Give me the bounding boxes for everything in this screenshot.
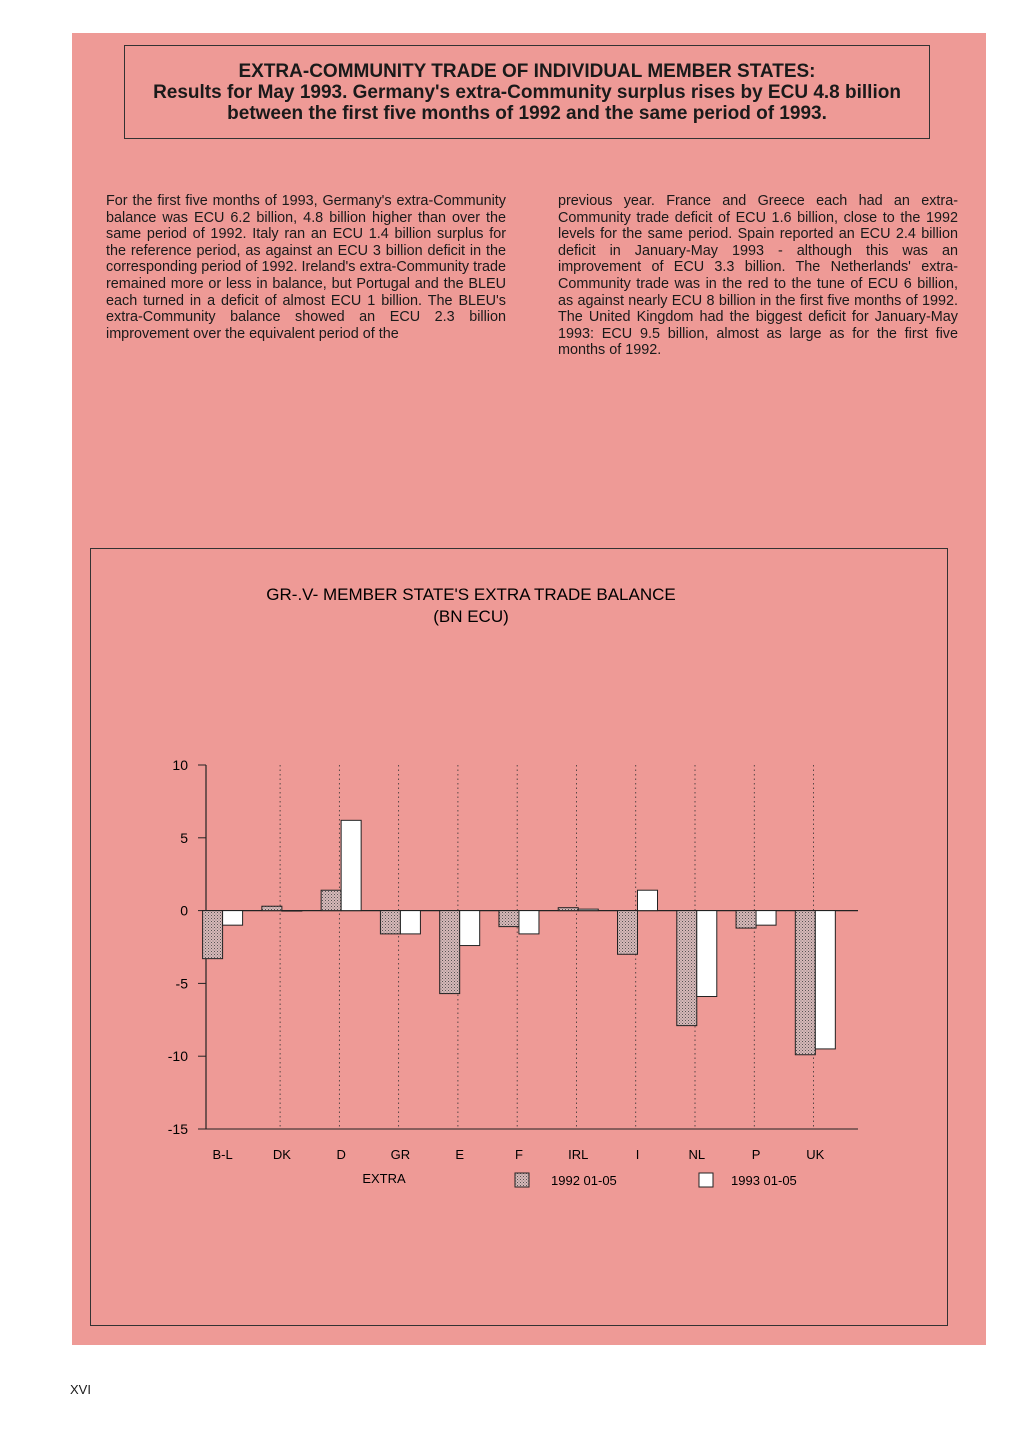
legend-swatch-1993 (699, 1173, 713, 1187)
bar-dk-1993 (282, 911, 302, 912)
bar-nl-1993 (697, 911, 717, 997)
bar-gr-1992 (380, 911, 400, 934)
x-tick-label: UK (806, 1147, 825, 1162)
bar-e-1992 (440, 911, 460, 994)
body-text-right: previous year. France and Greece each had an extra-Community trade deficit of ECU 1.6 billion, close to the 1992 levels for the same period. Spain reported an ECU 2.4 billion deficit in January-May 1993 - although this was an improvement of ECU 3.3 billion. The Netherlands' extra-Community trade was in the red to the tune of ECU 6 billion, as against nearly ECU 8 billion in the first five months of 1992. The United Kingdom had the biggest deficit for January-May 1993: ECU 9.5 billion, almost as large as for the first five months of 1992. (558, 193, 958, 359)
x-tick-label: P (751, 1147, 761, 1162)
page-subtitle-cont: between the first five months of 1992 and the same period of 1993. (227, 102, 827, 124)
bar-b-l-1992 (203, 911, 223, 959)
chart-subtitle: (BN ECU) (433, 607, 509, 626)
bar-p-1992 (736, 911, 756, 928)
y-tick-label: 0 (180, 902, 188, 919)
x-tick-label: F (514, 1147, 523, 1162)
y-tick-label: 5 (180, 829, 188, 846)
page-subtitle: Results for May 1993. Germany's extra-Community surplus rises by ECU 4.8 billion (153, 81, 901, 103)
chart-frame (90, 548, 948, 1326)
chart-title: GR-.V- MEMBER STATE'S EXTRA TRADE BALANCE (266, 585, 676, 604)
x-tick-label: E (455, 1147, 465, 1162)
bar-b-l-1993 (223, 911, 243, 926)
bar-i-1993 (638, 890, 658, 910)
y-tick-label: -10 (167, 1048, 188, 1065)
x-tick-label: B-L (212, 1147, 233, 1162)
legend-label-1992: 1992 01-05 (551, 1173, 617, 1188)
x-tick-label: IRL (568, 1147, 589, 1162)
x-tick-label: I (635, 1147, 640, 1162)
bar-f-1993 (519, 911, 539, 934)
body-text-left: For the first five months of 1993, Germany's extra-Community balance was ECU 6.2 billion, 4.8 billion higher than over the same period of 1992. Italy ran an ECU 1.4 billion surplus for the reference period, as against an ECU 3 billion deficit in the corresponding period of 1992. Ireland's extra-Community trade remained more or less in balance, but Portugal and the BLEU each turned in a deficit of almost ECU 1 billion. The BLEU's extra-Community balance showed an ECU 2.3 billion improvement over the equivalent period of the (106, 193, 506, 342)
bar-f-1992 (499, 911, 519, 927)
bar-nl-1992 (677, 911, 697, 1026)
bar-i-1992 (618, 911, 638, 955)
legend-label-1993: 1993 01-05 (731, 1173, 797, 1188)
bar-irl-1992 (558, 908, 578, 911)
x-tick-label: GR (390, 1147, 411, 1162)
page-number: XVI (70, 1382, 91, 1397)
y-tick-label: -5 (175, 975, 188, 992)
bar-dk-1992 (262, 906, 282, 910)
y-tick-label: -15 (167, 1121, 188, 1137)
legend-swatch-1992 (515, 1173, 529, 1187)
plot-area (168, 757, 858, 1188)
bar-p-1993 (756, 911, 776, 926)
x-tick-label: NL (688, 1147, 706, 1162)
page-title: EXTRA-COMMUNITY TRADE OF INDIVIDUAL MEMBER STATES: (238, 60, 816, 82)
x-tick-label: DK (272, 1147, 291, 1162)
bar-d-1992 (321, 890, 341, 910)
y-tick-label: 10 (172, 757, 188, 773)
bar-irl-1993 (578, 909, 598, 910)
trade-balance-chart (91, 549, 947, 1325)
x-axis-label: EXTRA (362, 1171, 406, 1186)
bar-uk-1993 (815, 911, 835, 1049)
report-page (72, 33, 986, 1345)
x-tick-label: D (336, 1147, 346, 1162)
bar-uk-1992 (795, 911, 815, 1055)
bar-e-1993 (460, 911, 480, 946)
bar-gr-1993 (400, 911, 420, 934)
bar-d-1993 (341, 820, 361, 910)
header-box (124, 45, 930, 139)
